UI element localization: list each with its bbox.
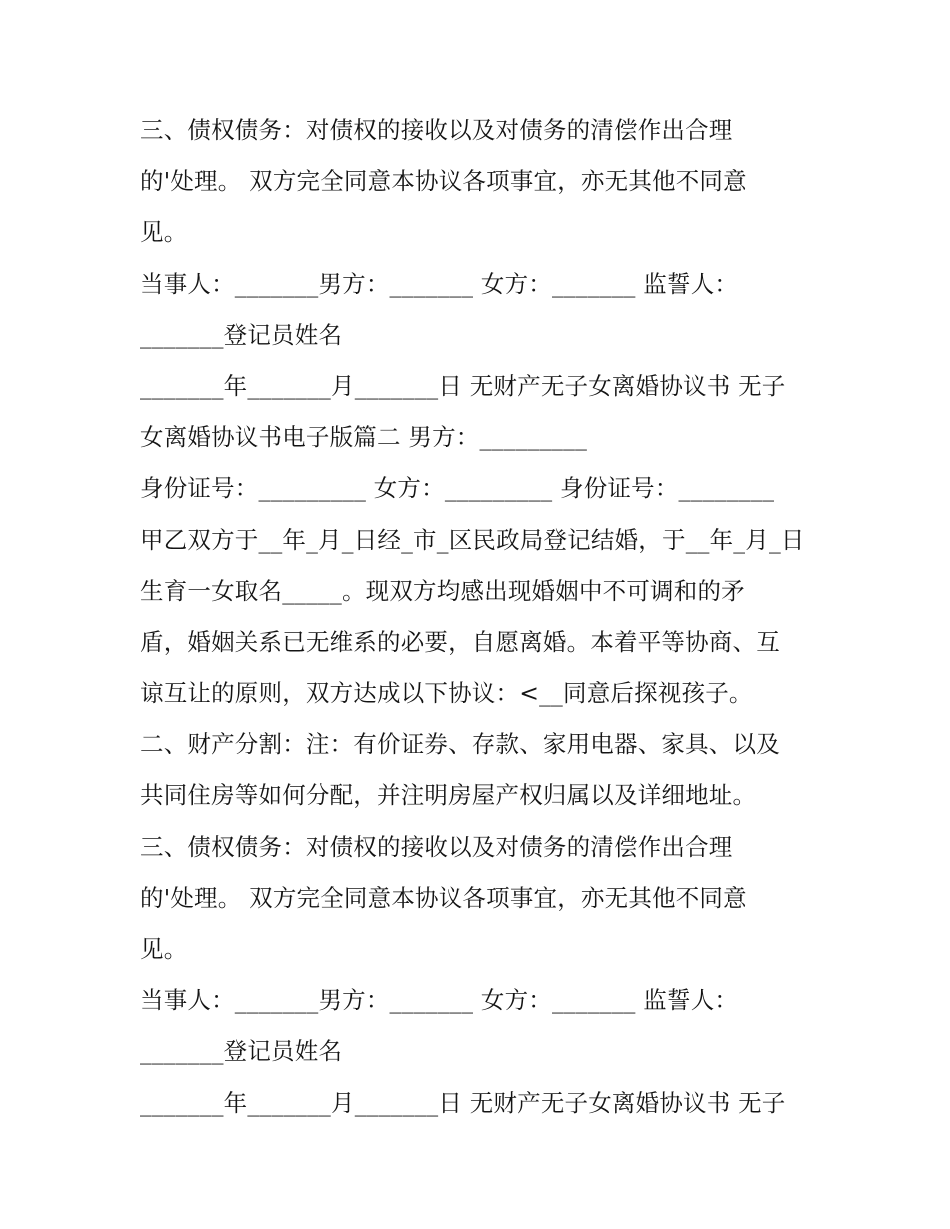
text-line: 共同住房等如何分配，并注明房屋产权归属以及详细地址。	[140, 781, 757, 810]
text-line: 当事人：_______男方：_______ 女方：_______ 监誓人：	[140, 986, 739, 1015]
text-line: _______登记员姓名	[140, 1037, 343, 1066]
text-line: 生育一女取名_____。现双方均感出现婚姻中不可调和的矛	[140, 576, 745, 605]
text-line: 见。	[140, 218, 188, 247]
text-line: 盾，婚姻关系已无维系的必要，自愿离婚。本着平等协商、互	[140, 627, 780, 656]
text-line: 谅互让的原则，双方达成以下协议：<__同意后探视孩子。	[140, 679, 753, 708]
text-line: 女离婚协议书电子版篇二 男方：_________	[140, 423, 588, 452]
text-line: 甲乙双方于__年_月_日经_市_区民政局登记结婚，于__年_月_日	[140, 525, 805, 554]
document-body	[140, 105, 830, 1129]
text-line: _______登记员姓名	[140, 320, 343, 349]
text-line: 见。	[140, 935, 188, 963]
text-line: 三、债权债务：对债权的接收以及对债务的清偿作出合理	[140, 116, 733, 144]
text-line: _______年_______月_______日 无财产无子女离婚协议书 无子	[140, 371, 786, 400]
text-line: 当事人：_______男方：_______ 女方：_______ 监誓人：	[140, 269, 739, 298]
text-line: 三、债权债务：对债权的接收以及对债务的清偿作出合理	[140, 832, 733, 861]
text-line: 的'处理。 双方完全同意本协议各项事宜，亦无其他不同意	[140, 883, 747, 912]
text-line: _______年_______月_______日 无财产无子女离婚协议书 无子	[140, 1088, 786, 1117]
text-line: 的'处理。 双方完全同意本协议各项事宜，亦无其他不同意	[140, 167, 747, 196]
text-line: 二、财产分割：注：有价证券、存款、家用电器、家具、以及	[140, 730, 780, 759]
text-line: 身份证号：_________ 女方：_________ 身份证号：________	[140, 474, 775, 503]
